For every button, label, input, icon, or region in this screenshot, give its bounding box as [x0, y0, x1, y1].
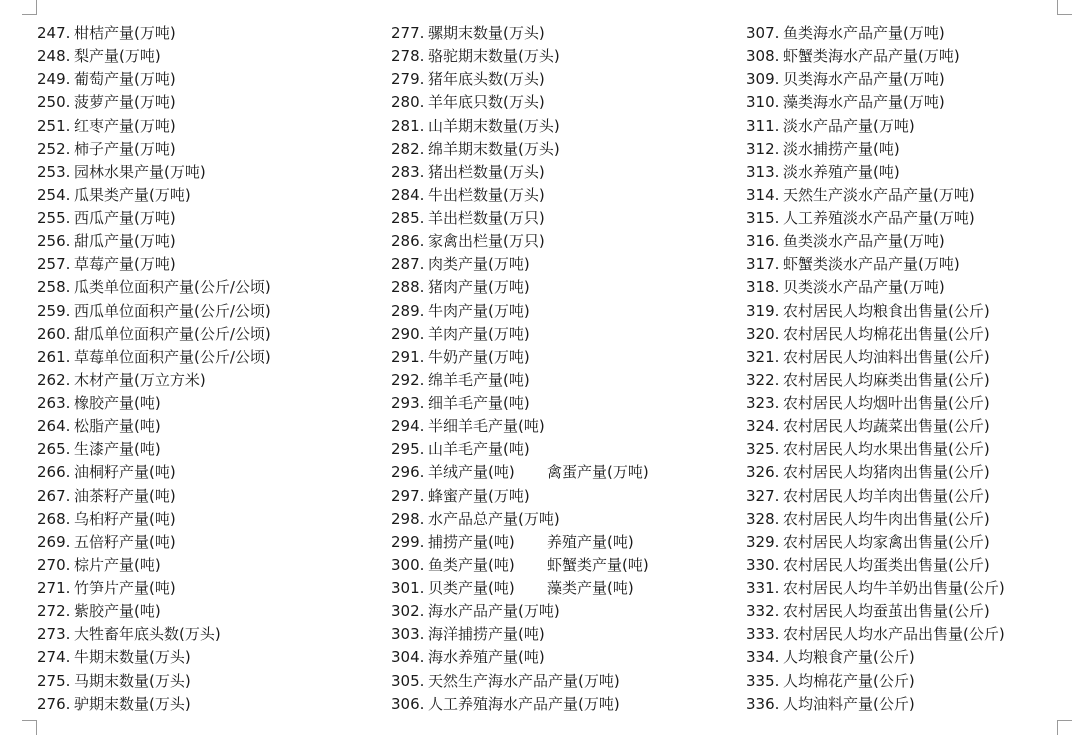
list-item — [391, 276, 620, 299]
item-label: 人均棉花产量(公斤) — [783, 671, 915, 690]
list-item — [746, 369, 1005, 392]
list-item — [391, 646, 620, 669]
item-number: 318. — [746, 278, 780, 297]
item-label: 鱼类淡水产品产量(万吨) — [783, 232, 945, 251]
item-number: 274. — [37, 648, 71, 667]
item-number: 328. — [746, 509, 780, 528]
item-label: 家禽出栏量(万只) — [428, 232, 545, 251]
item-label: 羊绒产量(吨) — [428, 463, 515, 482]
list-item — [37, 554, 271, 577]
item-label: 草莓单位面积产量(公斤/公顷) — [74, 347, 271, 366]
item-label: 柿子产量(万吨) — [74, 139, 176, 158]
list-item — [391, 230, 620, 253]
item-number: 257. — [37, 255, 71, 274]
list-item — [391, 577, 634, 600]
list-item — [391, 161, 620, 184]
item-number: 279. — [391, 70, 425, 89]
item-label: 竹笋片产量(吨) — [74, 579, 176, 597]
item-number: 312. — [746, 139, 780, 158]
list-item — [746, 253, 1005, 276]
list-item — [746, 693, 1005, 716]
list-item — [37, 369, 271, 392]
item-number: 314. — [746, 185, 780, 204]
item-number: 308. — [746, 47, 780, 66]
item-number: 285. — [391, 209, 425, 227]
item-label: 贝类淡水产品产量(万吨) — [783, 278, 945, 297]
list-item — [746, 392, 1005, 415]
list-item — [391, 207, 620, 230]
item-number: 254. — [37, 185, 71, 204]
item-label: 农村居民人均蔬菜出售量(公斤) — [783, 417, 990, 436]
item-label: 甜瓜产量(万吨) — [74, 232, 176, 251]
item-label: 农村居民人均烟叶出售量(公斤) — [783, 394, 990, 412]
item-number: 283. — [391, 162, 425, 181]
list-item — [391, 693, 620, 716]
item-number: 284. — [391, 185, 425, 204]
list-item — [746, 531, 1005, 554]
item-number: 321. — [746, 347, 780, 366]
item-number: 323. — [746, 394, 780, 412]
list-item — [391, 438, 620, 461]
item-number: 320. — [746, 324, 780, 343]
item-label: 海洋捕捞产量(吨) — [428, 625, 545, 644]
item-number: 288. — [391, 278, 425, 297]
item-number: 336. — [746, 694, 780, 713]
list-item — [37, 184, 271, 207]
item-number: 269. — [37, 532, 71, 551]
item-label: 大牲畜年底头数(万头) — [74, 625, 221, 644]
item-number: 319. — [746, 301, 780, 320]
list-item — [391, 531, 634, 554]
item-label: 藻类海水产品产量(万吨) — [783, 93, 945, 112]
item-number: 258. — [37, 278, 71, 297]
item-label: 海水养殖产量(吨) — [428, 648, 545, 667]
list-item — [746, 508, 1005, 531]
list-item — [746, 485, 1005, 508]
item-number: 302. — [391, 602, 425, 621]
item-label: 虾蟹类淡水产品产量(万吨) — [783, 255, 960, 274]
item-number: 309. — [746, 70, 780, 89]
item-number: 326. — [746, 463, 780, 482]
list-item — [37, 461, 271, 484]
item-label: 园林水果产量(万吨) — [74, 162, 206, 181]
item-number: 332. — [746, 602, 780, 621]
list-item — [391, 45, 620, 68]
item-number: 277. — [391, 24, 425, 42]
list-item — [37, 115, 271, 138]
item-label: 五倍籽产量(吨) — [74, 532, 176, 551]
item-label: 猪出栏数量(万头) — [428, 162, 545, 181]
item-number: 317. — [746, 255, 780, 274]
list-item — [746, 600, 1005, 623]
list-item — [391, 323, 620, 346]
item-label: 农村居民人均牛肉出售量(公斤) — [783, 509, 990, 528]
item-number: 263. — [37, 394, 71, 412]
list-item — [746, 554, 1005, 577]
item-number: 327. — [746, 486, 780, 505]
item-label: 农村居民人均水果出售量(公斤) — [783, 440, 990, 459]
list-item — [37, 646, 271, 669]
list-item — [37, 600, 271, 623]
item-label: 瓜类单位面积产量(公斤/公顷) — [74, 278, 271, 297]
list-item — [37, 138, 271, 161]
item-number: 256. — [37, 232, 71, 251]
item-number: 272. — [37, 602, 71, 621]
list-item — [746, 138, 1005, 161]
item-label: 农村居民人均棉花出售量(公斤) — [783, 324, 990, 343]
list-item — [746, 91, 1005, 114]
item-number: 325. — [746, 440, 780, 459]
item-label: 半细羊毛产量(吨) — [428, 417, 545, 436]
item-label: 农村居民人均麻类出售量(公斤) — [783, 370, 990, 389]
item-label: 马期末数量(万头) — [74, 671, 191, 690]
item-number: 297. — [391, 486, 425, 505]
item-extra-label: 虾蟹类产量(吨) — [547, 555, 649, 574]
item-number: 265. — [37, 440, 71, 459]
item-label: 天然生产海水产品产量(万吨) — [428, 671, 620, 690]
list-item — [746, 184, 1005, 207]
item-label: 油桐籽产量(吨) — [74, 463, 176, 482]
list-item — [746, 300, 1005, 323]
item-label: 牛肉产量(万吨) — [428, 301, 530, 320]
item-number: 287. — [391, 255, 425, 274]
item-label: 油茶籽产量(吨) — [74, 486, 176, 505]
list-item — [37, 323, 271, 346]
item-number: 324. — [746, 417, 780, 436]
list-item — [37, 300, 271, 323]
item-number: 251. — [37, 116, 71, 135]
list-item — [37, 45, 271, 68]
item-label: 瓜果类产量(万吨) — [74, 185, 191, 204]
item-number: 264. — [37, 417, 71, 436]
list-item — [391, 138, 620, 161]
list-item — [391, 415, 620, 438]
list-item — [37, 693, 271, 716]
list-item — [37, 485, 271, 508]
item-number: 293. — [391, 394, 425, 412]
item-number: 295. — [391, 440, 425, 459]
item-label: 贝类产量(吨) — [428, 579, 515, 597]
list-item — [746, 207, 1005, 230]
list-item — [746, 461, 1005, 484]
item-number: 313. — [746, 162, 780, 181]
item-number: 289. — [391, 301, 425, 320]
list-item — [746, 438, 1005, 461]
item-number: 331. — [746, 579, 780, 597]
item-number: 329. — [746, 532, 780, 551]
item-label: 甜瓜单位面积产量(公斤/公顷) — [74, 324, 271, 343]
item-number: 286. — [391, 232, 425, 251]
page-corner-mark — [1057, 0, 1072, 15]
list-item — [37, 207, 271, 230]
item-number: 278. — [391, 47, 425, 66]
item-label: 鱼类产量(吨) — [428, 555, 515, 574]
list-item — [391, 670, 620, 693]
list-item — [391, 600, 620, 623]
item-number: 282. — [391, 139, 425, 158]
item-label: 淡水产品产量(万吨) — [783, 116, 915, 135]
list-item — [391, 508, 620, 531]
item-label: 蜂蜜产量(万吨) — [428, 486, 530, 505]
list-item — [746, 22, 1005, 45]
list-item — [746, 623, 1005, 646]
item-label: 紫胶产量(吨) — [74, 602, 161, 621]
item-label: 西瓜单位面积产量(公斤/公顷) — [74, 301, 271, 320]
item-label: 柑桔产量(万吨) — [74, 24, 176, 42]
item-label: 驴期末数量(万头) — [74, 694, 191, 713]
item-label: 牛出栏数量(万头) — [428, 185, 545, 204]
item-number: 298. — [391, 509, 425, 528]
item-number: 300. — [391, 555, 425, 574]
item-number: 292. — [391, 370, 425, 389]
item-label: 羊出栏数量(万只) — [428, 209, 545, 227]
list-item — [746, 346, 1005, 369]
item-number: 311. — [746, 116, 780, 135]
item-number: 334. — [746, 648, 780, 667]
list-item — [391, 68, 620, 91]
list-item — [746, 115, 1005, 138]
item-label: 橡胶产量(吨) — [74, 394, 161, 412]
list-item — [391, 184, 620, 207]
item-label: 松脂产量(吨) — [74, 417, 161, 436]
item-label: 梨产量(万吨) — [74, 47, 161, 66]
list-item — [746, 646, 1005, 669]
item-label: 人工养殖淡水产品产量(万吨) — [783, 209, 975, 227]
item-label: 猪肉产量(万吨) — [428, 278, 530, 297]
item-number: 307. — [746, 24, 780, 42]
item-label: 农村居民人均水产品出售量(公斤) — [783, 625, 1005, 644]
list-item — [37, 68, 271, 91]
item-number: 255. — [37, 209, 71, 227]
list-item — [746, 68, 1005, 91]
item-label: 肉类产量(万吨) — [428, 255, 530, 274]
item-label: 农村居民人均牛羊奶出售量(公斤) — [783, 579, 1005, 597]
list-item — [391, 461, 649, 484]
list-item — [746, 577, 1005, 600]
item-label: 乌桕籽产量(吨) — [74, 509, 176, 528]
list-item — [746, 415, 1005, 438]
list-column-3 — [746, 22, 1005, 716]
list-item — [391, 22, 620, 45]
item-number: 248. — [37, 47, 71, 66]
item-number: 330. — [746, 555, 780, 574]
item-number: 270. — [37, 555, 71, 574]
item-number: 335. — [746, 671, 780, 690]
item-number: 296. — [391, 463, 425, 482]
item-label: 贝类海水产品产量(万吨) — [783, 70, 945, 89]
item-number: 303. — [391, 625, 425, 644]
item-label: 农村居民人均油料出售量(公斤) — [783, 347, 990, 366]
item-label: 猪年底头数(万头) — [428, 70, 545, 89]
item-label: 羊年底只数(万头) — [428, 93, 545, 112]
list-item — [37, 22, 271, 45]
item-number: 316. — [746, 232, 780, 251]
list-item — [391, 91, 620, 114]
item-label: 捕捞产量(吨) — [428, 532, 515, 551]
item-number: 271. — [37, 579, 71, 597]
page-corner-mark — [22, 0, 37, 15]
list-column-2 — [391, 22, 649, 716]
item-extra-label: 禽蛋产量(万吨) — [547, 463, 649, 482]
item-label: 天然生产淡水产品产量(万吨) — [783, 185, 975, 204]
list-item — [37, 531, 271, 554]
item-label: 绵羊毛产量(吨) — [428, 370, 530, 389]
list-item — [37, 161, 271, 184]
item-extra-label: 藻类产量(吨) — [547, 579, 634, 597]
list-column-1 — [37, 22, 271, 716]
item-label: 农村居民人均蛋类出售量(公斤) — [783, 555, 990, 574]
item-label: 人均油料产量(公斤) — [783, 694, 915, 713]
item-number: 294. — [391, 417, 425, 436]
page-corner-mark — [1057, 720, 1072, 735]
list-item — [37, 438, 271, 461]
item-number: 247. — [37, 24, 71, 42]
item-label: 草莓产量(万吨) — [74, 255, 176, 274]
item-number: 291. — [391, 347, 425, 366]
list-item — [391, 485, 620, 508]
list-item — [746, 670, 1005, 693]
item-label: 人均粮食产量(公斤) — [783, 648, 915, 667]
list-item — [37, 577, 271, 600]
list-item — [37, 508, 271, 531]
list-item — [391, 253, 620, 276]
item-label: 生漆产量(吨) — [74, 440, 161, 459]
list-item — [37, 392, 271, 415]
item-label: 绵羊期末数量(万头) — [428, 139, 560, 158]
item-label: 农村居民人均粮食出售量(公斤) — [783, 301, 990, 320]
list-item — [37, 415, 271, 438]
list-item — [746, 276, 1005, 299]
item-number: 273. — [37, 625, 71, 644]
item-label: 红枣产量(万吨) — [74, 116, 176, 135]
list-item — [37, 230, 271, 253]
item-number: 304. — [391, 648, 425, 667]
item-label: 农村居民人均猪肉出售量(公斤) — [783, 463, 990, 482]
item-number: 322. — [746, 370, 780, 389]
item-label: 骆驼期末数量(万头) — [428, 47, 560, 66]
list-item — [391, 346, 620, 369]
list-item — [746, 45, 1005, 68]
item-number: 315. — [746, 209, 780, 227]
item-label: 农村居民人均羊肉出售量(公斤) — [783, 486, 990, 505]
item-number: 250. — [37, 93, 71, 112]
item-label: 羊肉产量(万吨) — [428, 324, 530, 343]
item-number: 276. — [37, 694, 71, 713]
item-number: 260. — [37, 324, 71, 343]
item-number: 249. — [37, 70, 71, 89]
item-label: 西瓜产量(万吨) — [74, 209, 176, 227]
list-item — [391, 300, 620, 323]
item-number: 281. — [391, 116, 425, 135]
list-item — [391, 554, 649, 577]
list-item — [391, 392, 620, 415]
item-number: 301. — [391, 579, 425, 597]
item-label: 山羊期末数量(万头) — [428, 116, 560, 135]
item-label: 葡萄产量(万吨) — [74, 70, 176, 89]
list-item — [391, 623, 620, 646]
item-number: 253. — [37, 162, 71, 181]
item-number: 333. — [746, 625, 780, 644]
list-item — [746, 323, 1005, 346]
item-label: 牛期末数量(万头) — [74, 648, 191, 667]
list-item — [37, 623, 271, 646]
item-label: 骡期末数量(万头) — [428, 24, 545, 42]
item-label: 细羊毛产量(吨) — [428, 394, 530, 412]
list-item — [37, 253, 271, 276]
item-number: 259. — [37, 301, 71, 320]
item-label: 山羊毛产量(吨) — [428, 440, 530, 459]
item-label: 淡水捕捞产量(吨) — [783, 139, 900, 158]
item-number: 290. — [391, 324, 425, 343]
item-label: 淡水养殖产量(吨) — [783, 162, 900, 181]
item-number: 262. — [37, 370, 71, 389]
item-label: 海水产品产量(万吨) — [428, 602, 560, 621]
item-number: 261. — [37, 347, 71, 366]
item-number: 266. — [37, 463, 71, 482]
item-label: 农村居民人均蚕茧出售量(公斤) — [783, 602, 990, 621]
item-label: 虾蟹类海水产品产量(万吨) — [783, 47, 960, 66]
item-label: 牛奶产量(万吨) — [428, 347, 530, 366]
list-item — [37, 670, 271, 693]
item-number: 305. — [391, 671, 425, 690]
item-number: 267. — [37, 486, 71, 505]
list-item — [391, 115, 620, 138]
page-corner-mark — [22, 720, 37, 735]
item-number: 306. — [391, 694, 425, 713]
item-extra-label: 养殖产量(吨) — [547, 532, 634, 551]
item-number: 299. — [391, 532, 425, 551]
list-item — [37, 276, 271, 299]
list-item — [37, 346, 271, 369]
item-label: 水产品总产量(万吨) — [428, 509, 560, 528]
item-label: 棕片产量(吨) — [74, 555, 161, 574]
item-label: 鱼类海水产品产量(万吨) — [783, 24, 945, 42]
item-number: 280. — [391, 93, 425, 112]
item-number: 275. — [37, 671, 71, 690]
item-number: 268. — [37, 509, 71, 528]
item-label: 菠萝产量(万吨) — [74, 93, 176, 112]
list-item — [746, 230, 1005, 253]
item-label: 人工养殖海水产品产量(万吨) — [428, 694, 620, 713]
list-item — [391, 369, 620, 392]
item-number: 252. — [37, 139, 71, 158]
list-item — [746, 161, 1005, 184]
list-item — [37, 91, 271, 114]
item-number: 310. — [746, 93, 780, 112]
item-label: 农村居民人均家禽出售量(公斤) — [783, 532, 990, 551]
item-label: 木材产量(万立方米) — [74, 370, 206, 389]
